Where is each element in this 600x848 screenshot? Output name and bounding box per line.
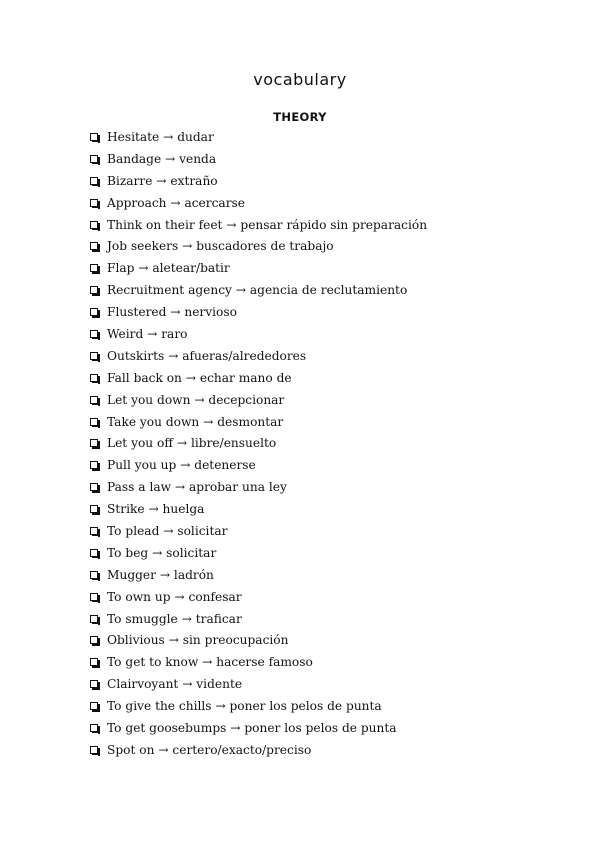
list-item bbox=[90, 235, 427, 257]
checkbox-bullet-icon bbox=[90, 396, 98, 404]
list-item bbox=[90, 564, 427, 586]
list-item bbox=[90, 192, 427, 214]
list-item bbox=[90, 345, 427, 367]
checkbox-bullet-icon bbox=[90, 505, 98, 513]
list-item bbox=[90, 608, 427, 630]
list-item bbox=[90, 651, 427, 673]
vocabulary-entry: Flap → aletear/batir bbox=[107, 261, 230, 276]
checkbox-bullet-icon bbox=[90, 177, 98, 185]
vocabulary-entry: Take you down → desmontar bbox=[107, 414, 284, 429]
checkbox-bullet-icon bbox=[90, 571, 98, 579]
vocabulary-list bbox=[90, 126, 427, 761]
checkbox-bullet-icon bbox=[90, 461, 98, 469]
vocabulary-entry: Let you down → decepcionar bbox=[107, 392, 285, 407]
vocabulary-entry: To smuggle → traficar bbox=[107, 611, 242, 626]
list-item bbox=[90, 126, 427, 148]
vocabulary-entry: Mugger → ladrón bbox=[107, 567, 214, 582]
list-item bbox=[90, 170, 427, 192]
checkbox-bullet-icon bbox=[90, 133, 98, 141]
checkbox-bullet-icon bbox=[90, 418, 98, 426]
checkbox-bullet-icon bbox=[90, 746, 98, 754]
vocabulary-entry: Oblivious → sin preocupación bbox=[107, 633, 289, 648]
checkbox-bullet-icon bbox=[90, 527, 98, 535]
list-item bbox=[90, 367, 427, 389]
checkbox-bullet-icon bbox=[90, 593, 98, 601]
list-item bbox=[90, 717, 427, 739]
vocabulary-entry: Bandage → venda bbox=[107, 151, 217, 166]
list-item bbox=[90, 542, 427, 564]
vocabulary-entry: Job seekers → buscadores de trabajo bbox=[107, 239, 334, 254]
list-item bbox=[90, 739, 427, 761]
checkbox-bullet-icon bbox=[90, 724, 98, 732]
checkbox-bullet-icon bbox=[90, 352, 98, 360]
checkbox-bullet-icon bbox=[90, 308, 98, 316]
checkbox-bullet-icon bbox=[90, 439, 98, 447]
vocabulary-entry: Pass a law → aprobar una ley bbox=[107, 480, 287, 495]
list-item bbox=[90, 257, 427, 279]
vocabulary-entry: Clairvoyant → vidente bbox=[107, 677, 243, 692]
vocabulary-entry: Flustered → nervioso bbox=[107, 305, 237, 320]
vocabulary-entry: To plead → solicitar bbox=[107, 523, 228, 538]
vocabulary-entry: Pull you up → detenerse bbox=[107, 458, 256, 473]
vocabulary-entry: To get to know → hacerse famoso bbox=[107, 655, 313, 670]
checkbox-bullet-icon bbox=[90, 199, 98, 207]
list-item bbox=[90, 629, 427, 651]
vocabulary-entry: Let you off → libre/ensuelto bbox=[107, 436, 277, 451]
list-item bbox=[90, 389, 427, 411]
checkbox-bullet-icon bbox=[90, 330, 98, 338]
checkbox-bullet-icon bbox=[90, 702, 98, 710]
vocabulary-entry: Think on their feet → pensar rápido sin preparación bbox=[107, 217, 428, 232]
page-title: vocabulary bbox=[253, 70, 347, 89]
checkbox-bullet-icon bbox=[90, 483, 98, 491]
vocabulary-entry: To get goosebumps → poner los pelos de punta bbox=[107, 720, 397, 735]
vocabulary-entry: To give the chills → poner los pelos de punta bbox=[107, 699, 382, 714]
list-item bbox=[90, 695, 427, 717]
checkbox-bullet-icon bbox=[90, 221, 98, 229]
list-item bbox=[90, 323, 427, 345]
list-item bbox=[90, 411, 427, 433]
list-item bbox=[90, 586, 427, 608]
checkbox-bullet-icon bbox=[90, 615, 98, 623]
vocabulary-entry: Bizarre → extraño bbox=[107, 173, 218, 188]
list-item bbox=[90, 214, 427, 236]
vocabulary-entry: Weird → raro bbox=[107, 326, 188, 341]
section-heading: THEORY bbox=[273, 110, 327, 124]
list-item bbox=[90, 279, 427, 301]
vocabulary-entry: Spot on → certero/exacto/preciso bbox=[107, 742, 312, 757]
vocabulary-entry: Recruitment agency → agencia de reclutamiento bbox=[107, 283, 408, 298]
checkbox-bullet-icon bbox=[90, 155, 98, 163]
list-item bbox=[90, 520, 427, 542]
checkbox-bullet-icon bbox=[90, 264, 98, 272]
vocabulary-entry: Strike → huelga bbox=[107, 502, 205, 517]
vocabulary-entry: Approach → acercarse bbox=[107, 195, 245, 210]
list-item bbox=[90, 454, 427, 476]
list-item bbox=[90, 301, 427, 323]
checkbox-bullet-icon bbox=[90, 680, 98, 688]
list-item bbox=[90, 476, 427, 498]
checkbox-bullet-icon bbox=[90, 374, 98, 382]
vocabulary-entry: To beg → solicitar bbox=[107, 545, 217, 560]
list-item bbox=[90, 673, 427, 695]
checkbox-bullet-icon bbox=[90, 658, 98, 666]
list-item bbox=[90, 498, 427, 520]
checkbox-bullet-icon bbox=[90, 242, 98, 250]
checkbox-bullet-icon bbox=[90, 636, 98, 644]
checkbox-bullet-icon bbox=[90, 286, 98, 294]
checkbox-bullet-icon bbox=[90, 549, 98, 557]
vocabulary-entry: To own up → confesar bbox=[107, 589, 242, 604]
vocabulary-entry: Outskirts → afueras/alrededores bbox=[107, 348, 307, 363]
list-item bbox=[90, 148, 427, 170]
vocabulary-entry: Fall back on → echar mano de bbox=[107, 370, 292, 385]
vocabulary-entry: Hesitate → dudar bbox=[107, 129, 214, 144]
list-item bbox=[90, 432, 427, 454]
